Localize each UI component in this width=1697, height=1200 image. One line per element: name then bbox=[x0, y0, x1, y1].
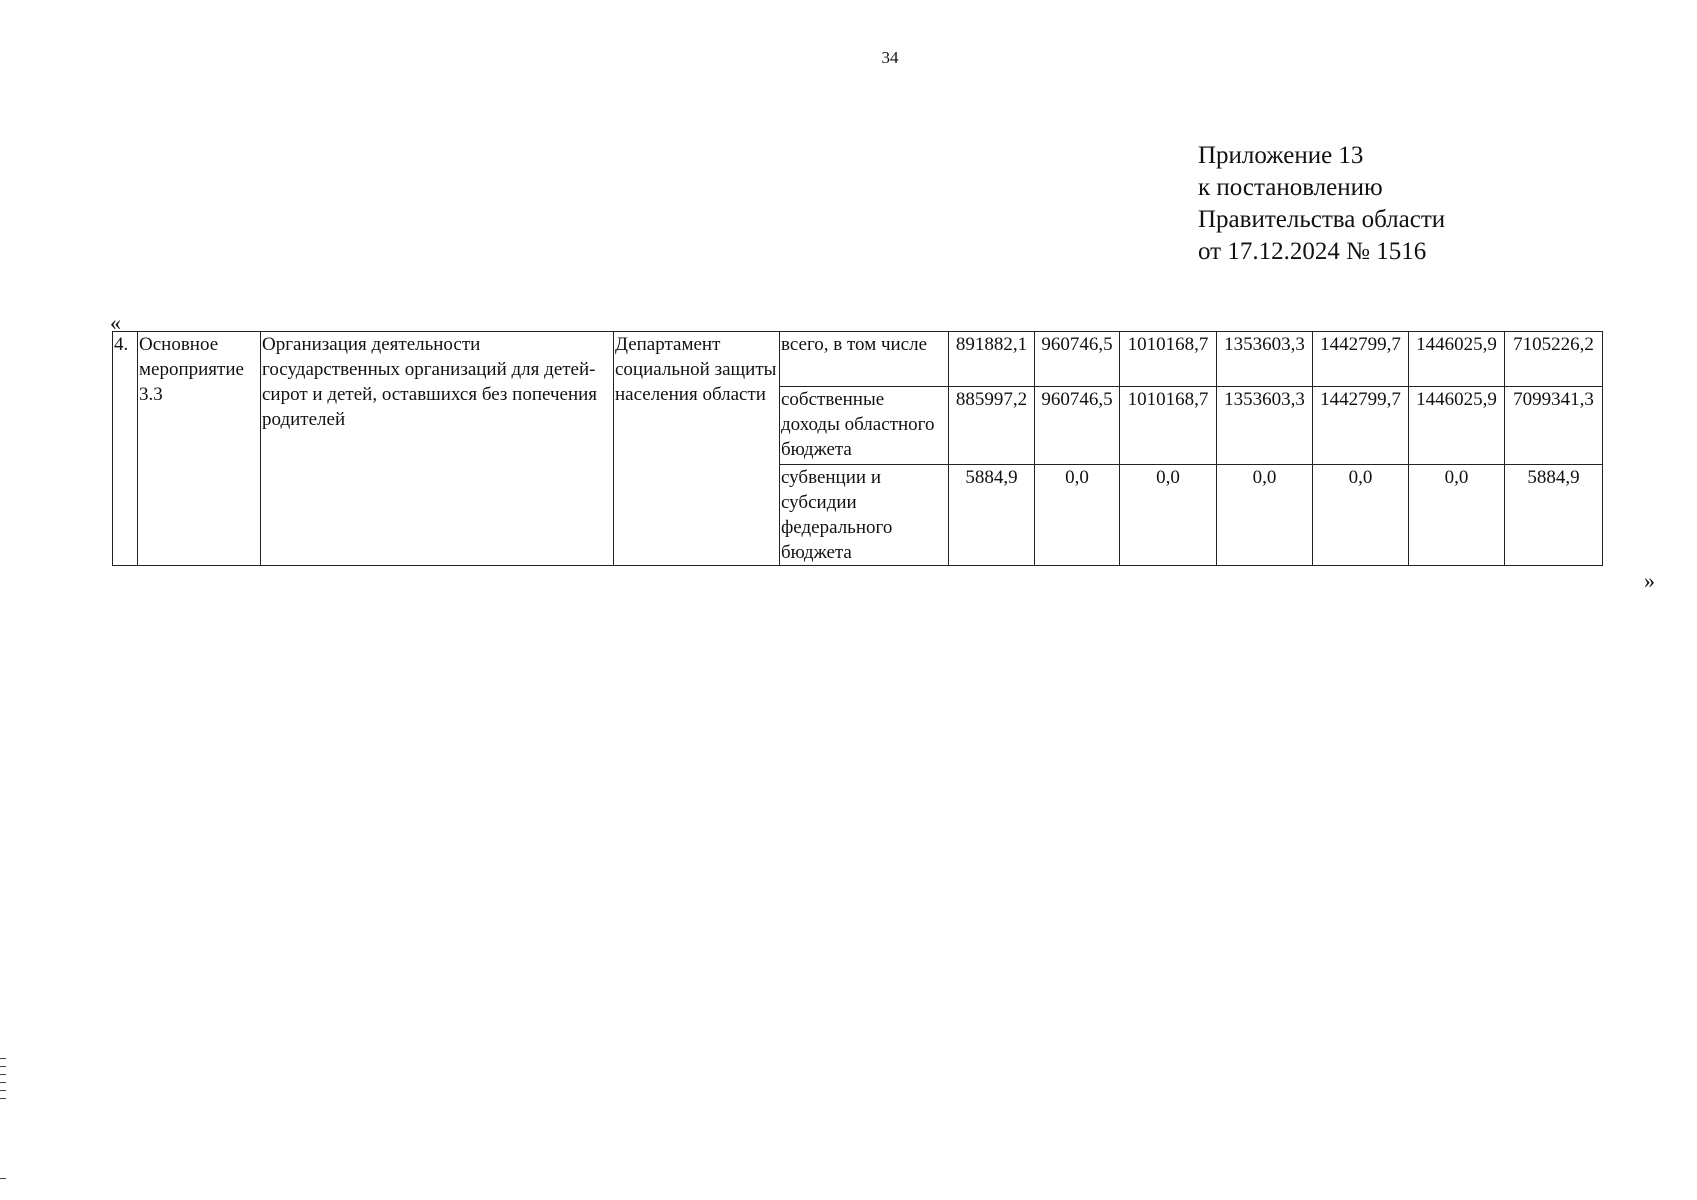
value-cell: 1010168,7 bbox=[1120, 332, 1217, 387]
value-cell: 7105226,2 bbox=[1505, 332, 1603, 387]
scan-mark bbox=[0, 1090, 6, 1091]
appendix-line-4: от 17.12.2024 № 1516 bbox=[1198, 238, 1427, 265]
executor-cell bbox=[614, 332, 780, 566]
value-cell: 1353603,3 bbox=[1217, 387, 1313, 465]
value-cell: 1446025,9 bbox=[1409, 387, 1505, 465]
scan-mark bbox=[0, 1058, 6, 1059]
measure-cell bbox=[138, 332, 261, 566]
value-cell: 1353603,3 bbox=[1217, 332, 1313, 387]
page-number: 34 bbox=[881, 48, 899, 67]
scan-mark bbox=[0, 1178, 6, 1179]
value-cell: 7099341,3 bbox=[1505, 387, 1603, 465]
executor-name: Департамент социальной защиты населения области bbox=[615, 334, 777, 405]
value-cell: 885997,2 bbox=[949, 387, 1035, 465]
financing-table bbox=[112, 331, 1603, 566]
value-cell: 960746,5 bbox=[1035, 332, 1120, 387]
value-cell: 5884,9 bbox=[1505, 465, 1603, 566]
value-cell: 0,0 bbox=[1217, 465, 1313, 566]
value-cell: 0,0 bbox=[1035, 465, 1120, 566]
description-cell bbox=[261, 332, 614, 566]
value-cell: 0,0 bbox=[1120, 465, 1217, 566]
funding-source: собственные доходы областного бюджета bbox=[781, 389, 935, 460]
value-cell: 891882,1 bbox=[949, 332, 1035, 387]
value-cell: 1442799,7 bbox=[1313, 387, 1409, 465]
scan-mark bbox=[0, 1098, 6, 1099]
row-number-cell bbox=[113, 332, 138, 566]
funding-source: всего, в том числе bbox=[781, 334, 928, 355]
funding-source: субвенции и субсидии федерального бюджета bbox=[781, 467, 893, 563]
value-cell: 5884,9 bbox=[949, 465, 1035, 566]
appendix-line-3: Правительства области bbox=[1198, 206, 1446, 233]
source-cell bbox=[780, 332, 949, 387]
appendix-line-1: Приложение 13 bbox=[1198, 142, 1364, 169]
value-cell: 1010168,7 bbox=[1120, 387, 1217, 465]
scan-mark bbox=[0, 1066, 6, 1067]
appendix-line-2: к постановлению bbox=[1198, 174, 1383, 201]
value-cell: 0,0 bbox=[1313, 465, 1409, 566]
value-cell: 1446025,9 bbox=[1409, 332, 1505, 387]
measure-description: Организация деятельности государственных организаций для детей-сирот и детей, оставшихся без попечения родителей bbox=[262, 334, 598, 430]
appendix-header bbox=[1198, 140, 1445, 268]
opening-quote: « bbox=[110, 310, 121, 335]
measure-name: Основное мероприятие 3.3 bbox=[139, 334, 244, 405]
source-cell bbox=[780, 465, 949, 566]
scan-mark bbox=[0, 1082, 6, 1083]
source-cell bbox=[780, 387, 949, 465]
row-number: 4. bbox=[114, 334, 129, 355]
value-cell: 960746,5 bbox=[1035, 387, 1120, 465]
closing-quote: » bbox=[1644, 568, 1655, 593]
value-cell: 0,0 bbox=[1409, 465, 1505, 566]
value-cell: 1442799,7 bbox=[1313, 332, 1409, 387]
table-row bbox=[113, 332, 1603, 387]
scan-mark bbox=[0, 1074, 6, 1075]
